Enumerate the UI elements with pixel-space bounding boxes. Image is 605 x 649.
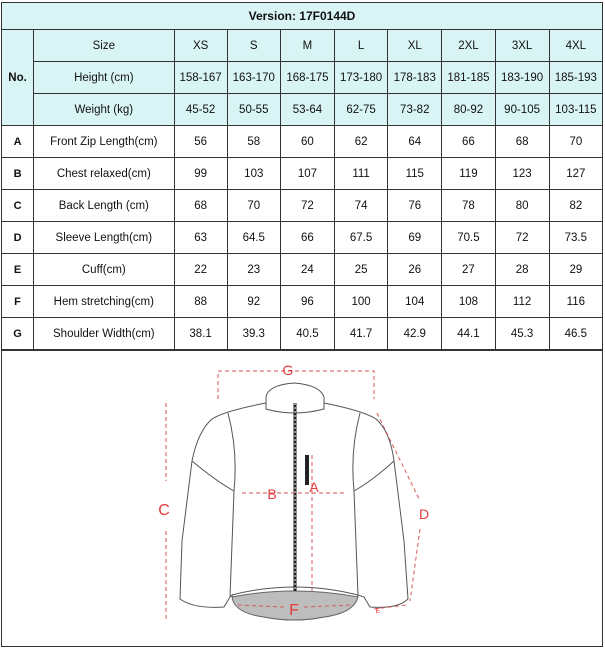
size-cell: 3XL [495, 30, 549, 62]
table-row [2, 286, 603, 318]
weight-cell: 80-92 [442, 94, 495, 126]
table-cell: 66 [442, 126, 495, 158]
jacket-diagram-frame [1, 350, 603, 647]
table-cell: 26 [388, 254, 442, 286]
row-label: Chest relaxed(cm) [34, 158, 174, 190]
row-label: Front Zip Length(cm) [34, 126, 174, 158]
weight-cell: 45-52 [174, 94, 227, 126]
table-cell: 115 [388, 158, 442, 190]
table-cell: 64.5 [227, 222, 280, 254]
left-sleeve-panel [192, 461, 234, 491]
table-cell: 25 [335, 254, 388, 286]
table-cell: 24 [280, 254, 334, 286]
table-cell: 38.1 [174, 318, 227, 350]
table-cell: 68 [495, 126, 549, 158]
table-cell: 119 [442, 158, 495, 190]
table-cell: 46.5 [549, 318, 602, 350]
label-e: E [375, 608, 381, 615]
table-cell: 70 [549, 126, 602, 158]
table-cell: 58 [227, 126, 280, 158]
no-header: No. [2, 30, 34, 126]
row-key: F [2, 286, 34, 318]
row-key: C [2, 190, 34, 222]
table-row [2, 222, 603, 254]
row-label: Hem stretching(cm) [34, 286, 174, 318]
row-key: D [2, 222, 34, 254]
table-cell: 44.1 [442, 318, 495, 350]
table-cell: 27 [442, 254, 495, 286]
size-cell: XL [388, 30, 442, 62]
row-label: Shoulder Width(cm) [34, 318, 174, 350]
size-cell: XS [174, 30, 227, 62]
table-cell: 107 [280, 158, 334, 190]
label-b: B [267, 486, 277, 502]
height-cell: 173-180 [335, 62, 388, 94]
table-cell: 60 [280, 126, 334, 158]
table-cell: 111 [335, 158, 388, 190]
weight-cell: 90-105 [495, 94, 549, 126]
row-label: Sleeve Length(cm) [34, 222, 174, 254]
table-cell: 104 [388, 286, 442, 318]
height-cell: 183-190 [495, 62, 549, 94]
right-sleeve-panel [354, 461, 394, 491]
table-cell: 63 [174, 222, 227, 254]
version-title: Version: 17F0144D [2, 3, 603, 30]
table-cell: 88 [174, 286, 227, 318]
table-cell: 62 [335, 126, 388, 158]
table-cell: 116 [549, 286, 602, 318]
height-cell: 163-170 [227, 62, 280, 94]
table-cell: 100 [335, 286, 388, 318]
measurement-lines [166, 371, 420, 619]
size-cell: M [280, 30, 334, 62]
label-g: G [282, 362, 294, 378]
label-d: D [418, 506, 430, 522]
weight-cell: 50-55 [227, 94, 280, 126]
height-cell: 181-185 [442, 62, 495, 94]
row-key: G [2, 318, 34, 350]
table-cell: 40.5 [280, 318, 334, 350]
table-cell: 28 [495, 254, 549, 286]
size-table [1, 2, 603, 350]
table-cell: 72 [280, 190, 334, 222]
table-cell: 64 [388, 126, 442, 158]
table-cell: 70.5 [442, 222, 495, 254]
table-cell: 70 [227, 190, 280, 222]
table-cell: 112 [495, 286, 549, 318]
height-cell: 168-175 [280, 62, 334, 94]
table-row [2, 126, 603, 158]
size-cell: L [335, 30, 388, 62]
size-cell: S [227, 30, 280, 62]
table-cell: 108 [442, 286, 495, 318]
sleeve-line-bottom [410, 529, 420, 601]
table-row [2, 318, 603, 350]
table-cell: 96 [280, 286, 334, 318]
table-cell: 56 [174, 126, 227, 158]
weight-cell: 103-115 [549, 94, 602, 126]
weight-cell: 73-82 [388, 94, 442, 126]
label-a: A [309, 479, 319, 495]
table-cell: 123 [495, 158, 549, 190]
table-cell: 67.5 [335, 222, 388, 254]
height-cell: 158-167 [174, 62, 227, 94]
table-cell: 45.3 [495, 318, 549, 350]
table-cell: 127 [549, 158, 602, 190]
label-c: C [158, 502, 170, 519]
height-cell: 178-183 [388, 62, 442, 94]
table-cell: 68 [174, 190, 227, 222]
weight-cell: 62-75 [335, 94, 388, 126]
height-header: Height (cm) [34, 62, 174, 94]
table-cell: 29 [549, 254, 602, 286]
table-cell: 78 [442, 190, 495, 222]
table-cell: 74 [335, 190, 388, 222]
table-cell: 82 [549, 190, 602, 222]
size-cell: 2XL [442, 30, 495, 62]
table-cell: 42.9 [388, 318, 442, 350]
row-label: Cuff(cm) [34, 254, 174, 286]
row-key: E [2, 254, 34, 286]
size-header: Size [34, 30, 174, 62]
table-cell: 80 [495, 190, 549, 222]
right-sleeve-seam [353, 413, 360, 595]
table-cell: 72 [495, 222, 549, 254]
table-cell: 41.7 [335, 318, 388, 350]
label-f: F [289, 602, 299, 619]
left-sleeve-seam [228, 413, 235, 597]
table-cell: 69 [388, 222, 442, 254]
table-cell: 23 [227, 254, 280, 286]
row-key: A [2, 126, 34, 158]
table-row [2, 254, 603, 286]
size-cell: 4XL [549, 30, 602, 62]
table-cell: 22 [174, 254, 227, 286]
sleeve-line-top [377, 413, 420, 501]
shoulder-width-line [218, 371, 374, 399]
table-cell: 92 [227, 286, 280, 318]
table-cell: 39.3 [227, 318, 280, 350]
table-cell: 103 [227, 158, 280, 190]
table-row [2, 190, 603, 222]
table-cell: 99 [174, 158, 227, 190]
jacket-measurement-diagram [2, 351, 602, 646]
table-row [2, 158, 603, 190]
height-cell: 185-193 [549, 62, 602, 94]
weight-header: Weight (kg) [34, 94, 174, 126]
table-cell: 76 [388, 190, 442, 222]
weight-cell: 53-64 [280, 94, 334, 126]
row-key: B [2, 158, 34, 190]
row-label: Back Length (cm) [34, 190, 174, 222]
table-cell: 73.5 [549, 222, 602, 254]
table-cell: 66 [280, 222, 334, 254]
